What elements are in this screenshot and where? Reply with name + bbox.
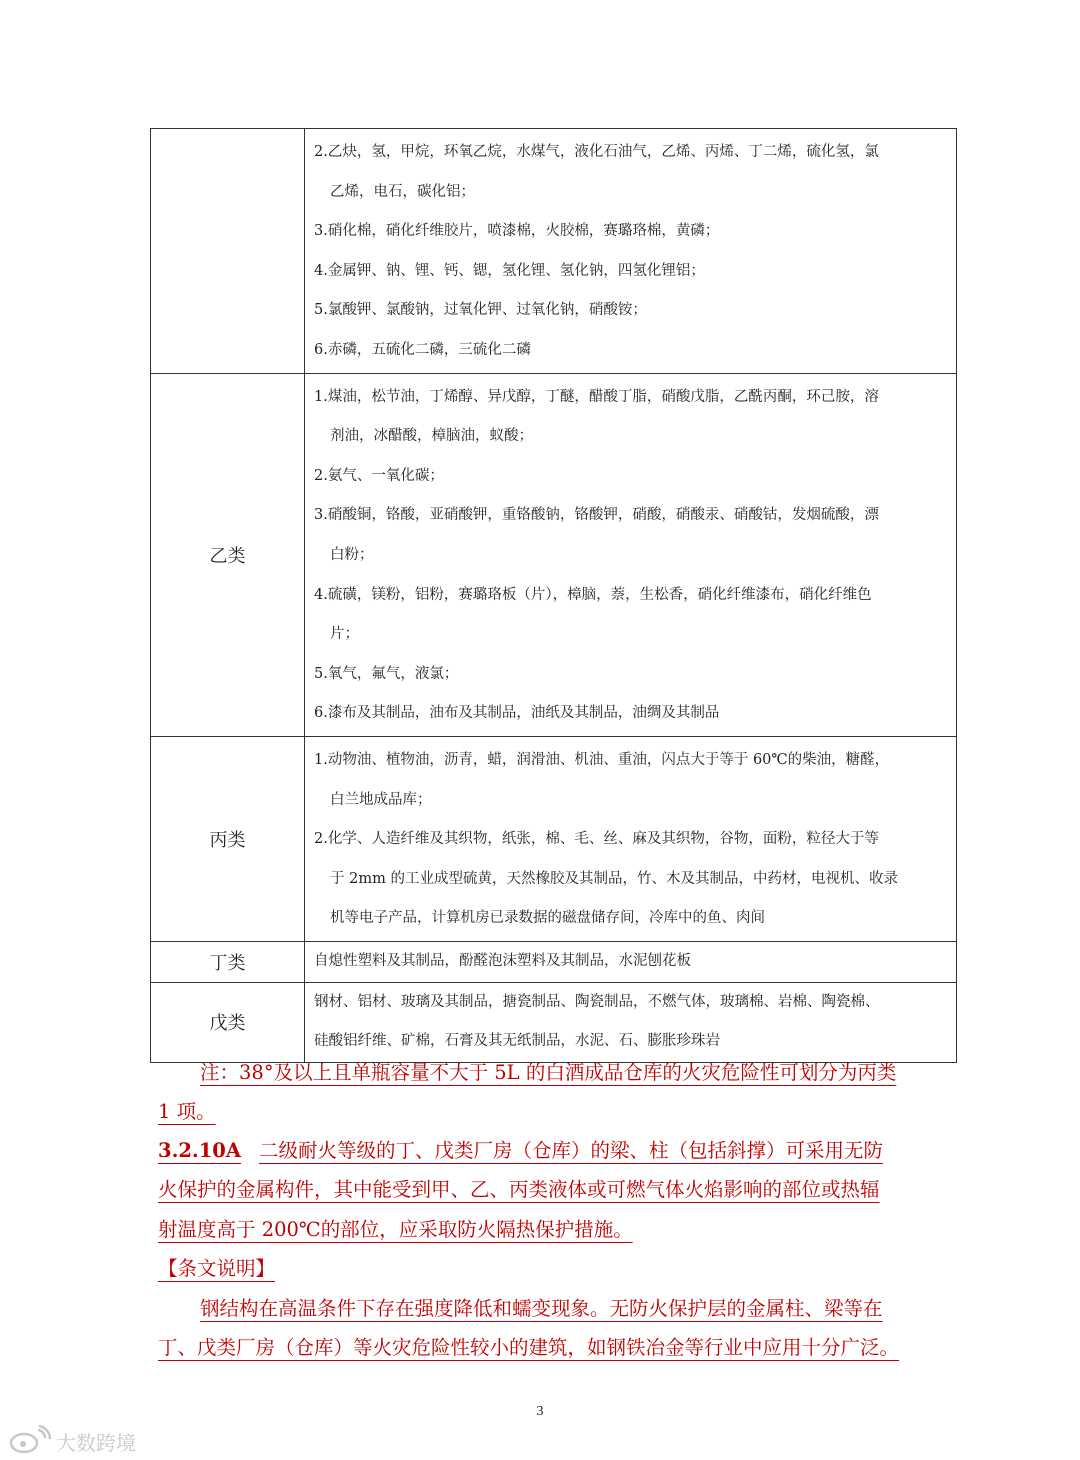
watermark: [8, 1424, 136, 1459]
category-cell: [151, 129, 305, 374]
explanation-heading: 【条文说明】: [158, 1257, 276, 1280]
clause-number: 3.2.10A: [158, 1139, 241, 1162]
explanation-line: 丁、戊类厂房（仓库）等火灾危险性较小的建筑，如钢铁冶金等行业中应用十分广泛。: [158, 1336, 900, 1359]
item-line: 3.硝酸铜，铬酸，亚硝酸钾，重铬酸钠，铬酸钾，硝酸，硝酸汞、硝酸钴，发烟硫酸，漂: [314, 507, 879, 524]
items-cell: [305, 736, 957, 941]
item-line: 4.硫磺，镁粉，铝粉，赛璐珞板（片），樟脑，萘，生松香，硝化纤维漆布，硝化纤维色: [314, 586, 872, 603]
item-line: 4.金属钾、钠、锂、钙、锶，氢化锂、氢化钠，四氢化锂铝；: [314, 262, 705, 279]
clause-line: 火保护的金属构件，其中能受到甲、乙、丙类液体或可燃气体火焰影响的部位或热辐: [158, 1178, 880, 1201]
clause-line: [158, 1131, 883, 1170]
item-line: 2.化学、人造纤维及其织物，纸张，棉、毛、丝、麻及其织物，谷物，面粉，粒径大于等: [314, 831, 879, 848]
item-line: 白粉；: [330, 546, 374, 563]
item-line: 硅酸铝纤维、矿棉，石膏及其无纸制品，水泥、石、膨胀珍珠岩: [314, 1033, 720, 1050]
item-line: 5.氧气，氟气，液氯；: [314, 665, 459, 682]
explanation-line: 钢结构在高温条件下存在强度降低和蠕变现象。无防火保护层的金属柱、梁等在: [200, 1297, 883, 1320]
item-line: 机等电子产品，计算机房已录数据的磁盘储存间，冷库中的鱼、肉间: [330, 910, 765, 927]
item-line: 3.硝化棉，硝化纤维胶片，喷漆棉，火胶棉，赛璐珞棉，黄磷；: [314, 223, 720, 240]
item-line: 剂油，冰醋酸，樟脑油，蚁酸；: [330, 428, 533, 445]
item-line: 白兰地成品库；: [330, 791, 432, 808]
table-row: [151, 982, 957, 1062]
category-cell: 丙类: [151, 736, 305, 941]
clause-text: 二级耐火等级的丁、戊类厂房（仓库）的梁、柱（包括斜撑）可采用无防: [258, 1139, 883, 1162]
page-number: 3: [536, 1404, 544, 1419]
items-cell: [305, 982, 957, 1062]
table-row: [151, 941, 957, 982]
item-line: 1.煤油，松节油，丁烯醇、异戊醇，丁醚，醋酸丁脂，硝酸戊脂，乙酰丙酮，环己胺，溶: [314, 388, 879, 405]
items-cell: [305, 129, 957, 374]
item-line: 2.氨气、一氧化碳；: [314, 467, 444, 484]
category-cell: 戊类: [151, 982, 305, 1062]
fire-hazard-classification-table: [150, 128, 957, 1063]
item-line: 6.漆布及其制品，油布及其制品，油纸及其制品，油绸及其制品: [314, 705, 720, 722]
item-line: 1.动物油、植物油，沥青，蜡，润滑油、机油、重油，闪点大于等于 60℃的柴油，糖醛，: [314, 751, 890, 768]
item-line: 2.乙炔，氢，甲烷，环氧乙烷，水煤气，液化石油气，乙烯、丙烯、丁二烯，硫化氢，氯: [314, 144, 879, 160]
item-line: 乙烯，电石，碳化铝；: [330, 183, 475, 200]
item-line: 片；: [330, 626, 359, 643]
item-line: 5.氯酸钾、氯酸钠，过氧化钾、过氧化钠，硝酸铵；: [314, 302, 647, 319]
category-cell: 丁类: [151, 941, 305, 982]
watermark-text: 大数跨境: [56, 1431, 136, 1455]
note-line: 1 项。: [158, 1100, 216, 1123]
item-line: 自熄性塑料及其制品，酚醛泡沫塑料及其制品，水泥刨花板: [314, 953, 691, 970]
table-row: [151, 736, 957, 941]
category-cell: 乙类: [151, 373, 305, 736]
item-line: 于 2mm 的工业成型硫黄，天然橡胶及其制品，竹、木及其制品，中药材，电视机、收录: [330, 870, 898, 887]
weibo-logo-icon: [8, 1424, 56, 1459]
table-row: [151, 129, 957, 374]
note-line: 注：38°及以上且单瓶容量不大于 5L 的白酒成品仓库的火灾危险性可划分为丙类: [200, 1061, 897, 1084]
clause-line: 射温度高于 200℃的部位，应采取防火隔热保护措施。: [158, 1218, 633, 1241]
items-cell: [305, 373, 957, 736]
table-row: [151, 373, 957, 736]
items-cell: [305, 941, 957, 982]
item-line: 钢材、铝材、玻璃及其制品，搪瓷制品、陶瓷制品，不燃气体，玻璃棉、岩棉、陶瓷棉、: [314, 993, 880, 1010]
item-line: 6.赤磷，五硫化二磷，三硫化二磷: [314, 341, 531, 358]
